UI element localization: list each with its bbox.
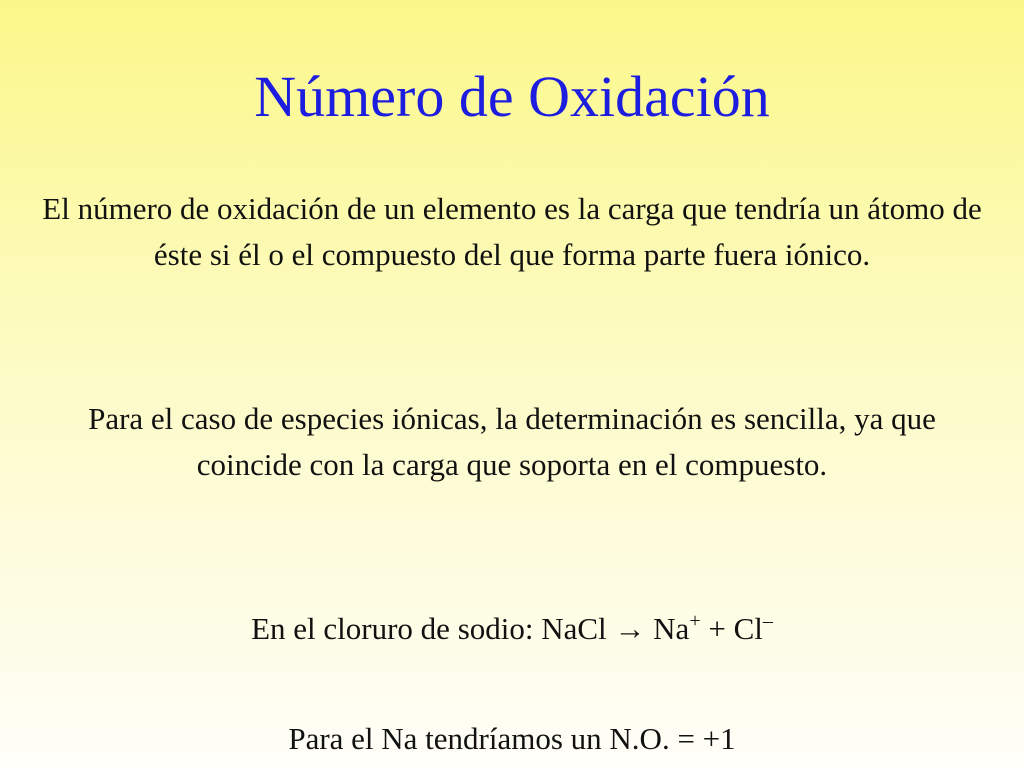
nacl-example — [40, 606, 984, 652]
nacl-example-middle: + Cl — [700, 611, 763, 646]
nacl-example-prefix: En el cloruro de sodio: NaCl → Na — [251, 611, 690, 646]
ionic-species-paragraph: Para el caso de especies iónicas, la determinación es sencilla, ya que coincide con la carga que soporta en el compuesto. — [88, 401, 936, 482]
na-charge: + — [689, 610, 701, 632]
cl-charge: – — [762, 610, 773, 632]
slide-title: Número de Oxidación — [254, 64, 770, 129]
definition-paragraph: El número de oxidación de un elemento es la carga que tendría un átomo de éste si él o el compuesto del que forma parte fuera iónico. — [42, 191, 982, 272]
na-oxidation-number: Para el Na tendríamos un N.O. = +1 — [288, 721, 736, 756]
